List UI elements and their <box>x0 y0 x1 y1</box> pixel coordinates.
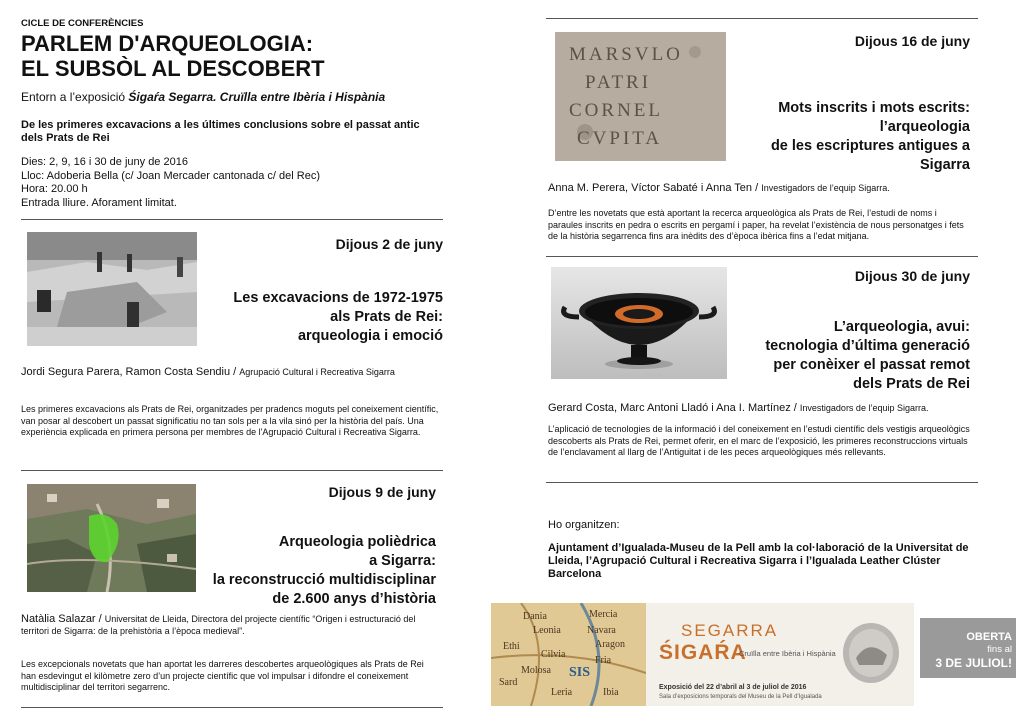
divider <box>546 18 978 19</box>
map-label: Navara <box>587 625 616 636</box>
map-label: Leonia <box>533 625 561 636</box>
banner-sigara: ŚIGAŔA <box>659 641 747 664</box>
banner-map-labels <box>491 603 646 706</box>
talk3-description: D’entre les novetats que està aportant la recerca arqueològica als Prats de Rei, l’estudi de noms i paraules inscrits en pedra o escrits en pergamí i paper, ha revelat l’existència de nous personatges i fets de la història segarrenca fins ara inèdits des d’època ibèrica fins a l’edat mitjana. <box>548 208 964 241</box>
badge-line1: OBERTA <box>966 631 1012 643</box>
exhibition-banner <box>491 603 914 706</box>
talk1-title-line: als Prats de Rei: <box>330 309 443 325</box>
talk1-description: Les primeres excavacions als Prats de Rei, organitzades per pradencs moguts pel coneixement científic, van posar al descobert un passat significatiu no tan sols per a la vila sinó per la història del país. Una experiència explicada en primera persona per membres de l'Agrupació Cultural i Recreativa Sigarra. <box>21 404 439 437</box>
organizers-label: Ho organitzen: <box>548 519 620 531</box>
map-label: Dania <box>523 611 547 622</box>
practical-info <box>21 156 320 210</box>
aerial-map-photo <box>27 484 196 592</box>
talk3-title-line: Mots inscrits i mots escrits: <box>778 100 970 116</box>
speaker-names: Anna M. Perera, Víctor Sabaté i Anna Ten / <box>548 182 759 194</box>
speaker-names: Natàlia Salazar / <box>21 613 102 625</box>
banner-segarra: SEGARRA <box>681 621 779 640</box>
talk2-speakers <box>21 613 441 637</box>
speaker-names: Jordi Segura Parera, Ramon Costa Sendiu / <box>21 366 237 378</box>
page-title <box>21 31 325 81</box>
map-label: Aragon <box>595 639 625 650</box>
divider <box>21 219 443 220</box>
map-label: Mercia <box>589 609 618 620</box>
map-label: Ethi <box>503 641 520 652</box>
talk4-date: Dijous 30 de juny <box>854 268 970 284</box>
info-place: Lloc: Adoberia Bella (c/ Joan Mercader cantonada c/ del Rec) <box>21 169 320 182</box>
exhibit-name: Śigaŕa Segarra. Cruïlla entre Ibèria i Hispània <box>128 90 386 104</box>
speaker-affiliation: Universitat de Lleida, Directora del projecte científic “Origen i estructuració del territori de Sigarra: de la prehistòria a l’època medieval”. <box>21 614 416 636</box>
talk2-description: Les excepcionals novetats que han aportat les darreres descobertes arqueològiques als Prats de Rei han esdevingut el kilòmetre zero d’un projecte científic que vol impulsar i difondre el coneixement multidisciplinar del territori segarrenc. <box>21 659 424 692</box>
badge-date: 3 DE JULIOL! <box>935 656 1012 670</box>
divider <box>546 256 978 257</box>
map-label: Cilvia <box>541 649 566 660</box>
talk4-title <box>765 318 970 394</box>
talk1-title-line: arqueologia i emoció <box>297 328 443 344</box>
map-label: Ibia <box>603 687 619 698</box>
series-label: CICLE DE CONFERÈNCIES <box>21 18 144 29</box>
speaker-affiliation: Investigadors de l’equip Sigarra. <box>799 403 929 413</box>
map-label: Sard <box>499 677 518 688</box>
excavation-photo <box>27 232 197 346</box>
exhibit-line <box>21 90 385 104</box>
talk3-date: Dijous 16 de juny <box>854 33 970 49</box>
kylix-vessel-photo <box>551 267 727 379</box>
talk2-date: Dijous 9 de juny <box>328 484 436 500</box>
talk2-title <box>213 533 436 609</box>
talk1-title <box>233 289 443 346</box>
talk1-title-line: Les excavacions de 1972-1975 <box>233 290 443 306</box>
divider <box>21 707 443 708</box>
organizers-text: Ajuntament d’Igualada-Museu de la Pell amb la col·laboració de la Universitat de Lleida, l’Agrupació Cultural i Recreativa Sigarra i l’Igualada Leather Clúster Barcelona <box>548 542 969 580</box>
talk2-title-line: de 2.600 anys d’història <box>272 591 436 607</box>
talk4-title-line: dels Prats de Rei <box>853 376 970 392</box>
inscription-stone-photo <box>555 32 726 161</box>
speaker-names: Gerard Costa, Marc Antoni Lladó i Ana I. Martínez / <box>548 402 797 414</box>
stone-text-line: CVPITA <box>577 128 663 149</box>
banner-venue: Sala d’exposicions temporals del Museu de la Pell d’Igualada <box>659 694 822 700</box>
talk2-title-line: la reconstrucció multidisciplinar <box>212 572 436 588</box>
banner-dates: Exposició del 22 d’abril al 3 de juliol de 2016 <box>659 684 807 691</box>
title-line-1: PARLEM D'ARQUEOLOGIA: <box>21 31 314 56</box>
divider <box>21 470 443 471</box>
map-label: Molosa <box>521 665 551 676</box>
speaker-affiliation: Agrupació Cultural i Recreativa Sigarra <box>239 367 395 377</box>
badge-line2: fins al <box>987 644 1012 655</box>
stone-text-line: CORNEL <box>569 100 663 121</box>
talk3-title-line: Sigarra <box>920 157 970 173</box>
talk4-title-line: L’arqueologia, avui: <box>833 319 970 335</box>
talk4-title-line: tecnologia d’última generació <box>765 338 970 354</box>
speaker-affiliation: Investigadors de l’equip Sigarra. <box>761 183 890 193</box>
info-time: Hora: 20.00 h <box>21 183 88 195</box>
stone-text-line: PATRI <box>585 72 652 93</box>
talk3-title-line: de les escriptures antigues a <box>770 138 970 154</box>
exhibit-prefix: Entorn a l’exposició <box>21 90 126 104</box>
info-dates: Dies: 2, 9, 16 i 30 de juny de 2016 <box>21 156 188 168</box>
banner-tagline: Cruïlla entre Ibèria i Hispània <box>739 649 836 658</box>
divider <box>546 482 978 483</box>
map-label: SIS <box>569 665 591 680</box>
talk4-description: L’aplicació de tecnologies de la informació i del coneixement en l’estudi científic dels vestigis arqueològics descoberts als Prats de Rei, permet oferir, en el marc de l’exposició, les primeres reconstruccions virtuals de l’enclavament al llarg de l’Antiguitat i de les peces arqueològiques més rellevants. <box>548 424 970 457</box>
cycle-subtitle: De les primeres excavacions a les últimes conclusions sobre el passat antic dels Prats de Rei <box>21 119 420 144</box>
stone-text-line: MARSVLO <box>569 44 683 65</box>
talk3-speakers <box>548 182 890 194</box>
info-entry: Entrada lliure. Aforament limitat. <box>21 196 177 209</box>
title-line-2: EL SUBSÒL AL DESCOBERT <box>21 56 325 81</box>
talk1-speakers <box>21 366 395 378</box>
talk1-date: Dijous 2 de juny <box>335 236 443 252</box>
map-label: Leria <box>551 687 573 698</box>
talk4-title-line: per conèixer el passat remot <box>773 357 970 373</box>
map-label: Fria <box>595 655 612 666</box>
talk2-title-line: Arqueologia polièdrica <box>278 534 436 550</box>
talk2-title-line: a Sigarra: <box>369 553 436 569</box>
open-until-badge <box>920 618 1016 678</box>
talk3-title <box>771 99 970 175</box>
talk4-speakers <box>548 402 928 414</box>
talk3-title-line: l’arqueologia <box>879 119 970 135</box>
